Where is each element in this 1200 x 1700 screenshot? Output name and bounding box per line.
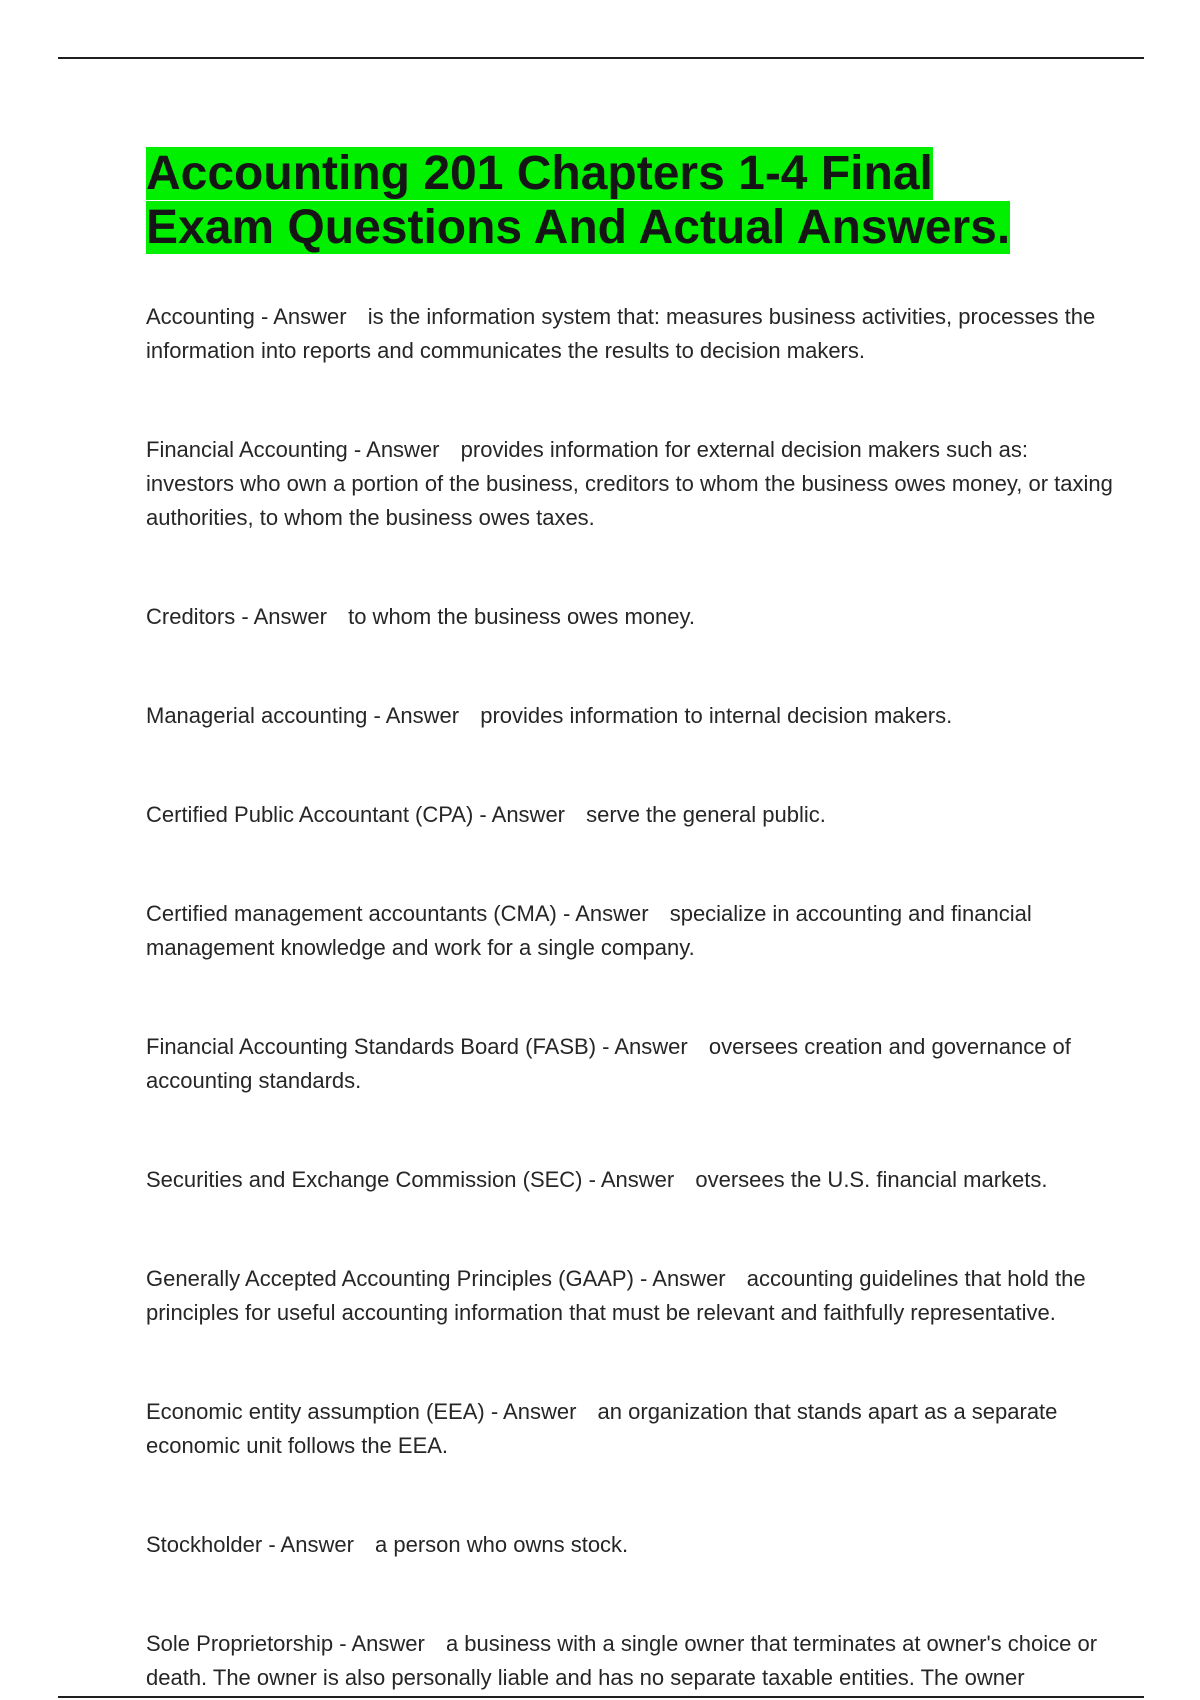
term: Stockholder (146, 1532, 263, 1557)
qa-item (146, 1030, 1118, 1098)
answer-label: - Answer (490, 1399, 577, 1424)
term: Creditors (146, 604, 236, 629)
answer-text: a person who owns stock. (375, 1532, 629, 1557)
answer-text: provides information for external decision makers such as: investors who own a portion of the business, creditors to whom the business owes money, or taxing authorities, to whom the business owes taxes. (146, 437, 1113, 530)
answer-text: is the information system that: measures business activities, processes the information into reports and communicates the results to decision makers. (146, 304, 1096, 363)
answer-text: to whom the business owes money. (348, 604, 695, 629)
answer-text: oversees creation and governance of accounting standards. (146, 1034, 1071, 1093)
term: Sole Proprietorship (146, 1631, 334, 1656)
answer-label: - Answer (602, 1034, 688, 1059)
answer-label: - Answer (241, 604, 327, 629)
answer-label: - Answer (353, 437, 440, 462)
term: Economic entity assumption (EEA) (146, 1399, 485, 1424)
qa-item (146, 300, 1118, 368)
term: Accounting (146, 304, 255, 329)
answer-text: specialize in accounting and financial management knowledge and work for a single company. (146, 901, 1032, 960)
qa-item (146, 1627, 1118, 1695)
qa-list (146, 300, 1118, 1695)
document-title (146, 147, 1046, 255)
term: Managerial accounting (146, 703, 368, 728)
answer-label: - Answer (268, 1532, 354, 1557)
document-title-text: Accounting 201 Chapters 1-4 Final Exam Questions And Actual Answers. (146, 147, 1011, 254)
bottom-divider (58, 1696, 1144, 1698)
qa-item (146, 699, 1118, 733)
term: Certified Public Accountant (CPA) (146, 802, 474, 827)
document-content (146, 147, 1118, 1695)
term: Financial Accounting Standards Board (FASB) (146, 1034, 597, 1059)
answer-text: oversees the U.S. financial markets. (695, 1167, 1048, 1192)
answer-label: - Answer (373, 703, 460, 728)
answer-label: - Answer (562, 901, 649, 926)
top-divider (58, 57, 1144, 59)
qa-item (146, 897, 1118, 965)
term: Certified management accountants (CMA) (146, 901, 557, 926)
answer-label: - Answer (640, 1266, 726, 1291)
answer-label: - Answer (260, 304, 347, 329)
answer-text: accounting guidelines that hold the principles for useful accounting information that must be relevant and faithfully representative. (146, 1266, 1086, 1325)
answer-label: - Answer (339, 1631, 425, 1656)
qa-item (146, 1262, 1118, 1330)
answer-text: a business with a single owner that terminates at owner's choice or death. The owner is also personally liable and has no separate taxable entities. The owner (146, 1631, 1098, 1690)
term: Financial Accounting (146, 437, 348, 462)
qa-item (146, 1528, 1118, 1562)
qa-item (146, 798, 1118, 832)
answer-label: - Answer (479, 802, 566, 827)
qa-item (146, 433, 1118, 535)
answer-text: serve the general public. (586, 802, 826, 827)
term: Securities and Exchange Commission (SEC) (146, 1167, 583, 1192)
qa-item (146, 1163, 1118, 1197)
answer-label: - Answer (588, 1167, 675, 1192)
answer-text: an organization that stands apart as a separate economic unit follows the EEA. (146, 1399, 1058, 1458)
qa-item (146, 600, 1118, 634)
qa-item (146, 1395, 1118, 1463)
term: Generally Accepted Accounting Principles (GAAP) (146, 1266, 634, 1291)
answer-text: provides information to internal decision makers. (480, 703, 953, 728)
